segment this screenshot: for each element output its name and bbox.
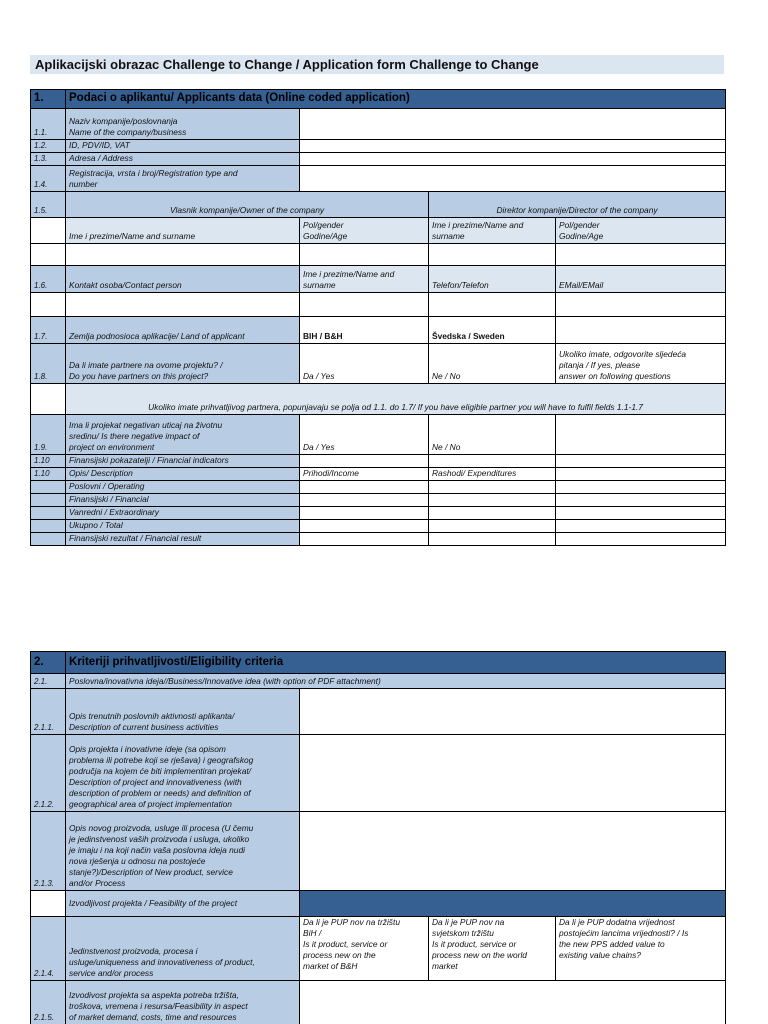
row-label: Kontakt osoba/Contact person xyxy=(66,266,300,293)
row-label: Izvodivost projekta sa aspekta potreba tržišta, troškova, vremena i resursa/Feasibility in aspect of market demand, costs, time and resources xyxy=(66,981,300,1024)
current-activities-field[interactable] xyxy=(300,689,726,735)
expenditure-field[interactable] xyxy=(429,507,556,520)
owner-name-label: Ime i prezime/Name and surname xyxy=(66,218,300,244)
row-2-1-3 xyxy=(31,812,726,891)
director-name-field[interactable] xyxy=(429,244,556,266)
row-2-1-4 xyxy=(31,917,726,981)
row-label: Opis trenutnih poslovnih aktivnosti aplikanta/ Description of current business activities xyxy=(66,689,300,735)
row-1-8 xyxy=(31,344,726,384)
row-2-1-1 xyxy=(31,689,726,735)
id-vat-field[interactable] xyxy=(300,140,726,153)
impact-no-option[interactable]: Ne / No xyxy=(429,415,556,455)
row-number: 1.9. xyxy=(31,415,66,455)
owner-label: Vlasnik kompanije/Owner of the company xyxy=(66,192,429,218)
expenditure-field[interactable] xyxy=(429,494,556,507)
expenditures-label: Rashodi/ Expenditures xyxy=(429,468,556,481)
section1-header xyxy=(31,90,726,109)
section2-header xyxy=(31,652,726,674)
owner-gender-field[interactable] xyxy=(300,244,429,266)
row-number: 1.5. xyxy=(31,192,66,218)
row-1-10-b xyxy=(31,468,726,481)
fin-row-financial xyxy=(31,494,726,507)
row-label: Ukupno / Total xyxy=(66,520,300,533)
row-number: 2.1.2. xyxy=(31,735,66,812)
sweden-option[interactable]: Švedska / Sweden xyxy=(429,317,556,344)
expenditure-field[interactable] xyxy=(429,520,556,533)
row-number: 1.8. xyxy=(31,344,66,384)
income-field[interactable] xyxy=(300,481,429,494)
feasibility-row xyxy=(31,891,726,917)
phone-field[interactable] xyxy=(429,293,556,317)
expenditure-field[interactable] xyxy=(429,481,556,494)
row-label: Da li imate partnere na ovome projektu? / Do you have partners on this project? xyxy=(66,344,300,384)
row-label: Poslovna/inovativna ideja//Business/Innovative idea (with option of PDF attachment) xyxy=(66,674,726,689)
row-label: Jedinstvenost proizvoda, procesa i usluge/uniqueness and innovativeness of product, service and/or process xyxy=(66,917,300,981)
row-number: 1.1. xyxy=(31,109,66,140)
section-number: 1. xyxy=(31,90,66,109)
row-number: 1.4. xyxy=(31,166,66,192)
row-label: Zemlja podnosioca aplikacije/ Land of applicant xyxy=(66,317,300,344)
section-heading: Kriteriji prihvatljivosti/Eligibility criteria xyxy=(66,652,726,674)
row-label: Opis projekta i inovativne ideje (sa opisom problema ili potrebe koji se rješava) i geografskog područja na kojem će biti implementiran projekat/ Description of project and innovativeness (with description of problem or needs) and definition of geographical area of project implementation xyxy=(66,735,300,812)
director-gender-field[interactable] xyxy=(556,244,726,266)
income-label: Prihodi/Income xyxy=(300,468,429,481)
added-value-question: Da li je PUP dodatna vrijednost postojećim lancima vrijednosti? / Is the new PPS added value to existing value chains? xyxy=(556,917,726,981)
company-name-field[interactable] xyxy=(300,109,726,140)
row-2-1-5 xyxy=(31,981,726,1024)
impact-yes-option[interactable]: Da / Yes xyxy=(300,415,429,455)
row-number: 1.7. xyxy=(31,317,66,344)
eligible-partner-note-row xyxy=(31,384,726,415)
phone-label: Telefon/Telefon xyxy=(429,266,556,293)
row-label: Finansijski pokazatelji / Financial indicators xyxy=(66,455,300,468)
page-title: Aplikacijski obrazac Challenge to Change / Application form Challenge to Change xyxy=(30,55,724,74)
bih-option[interactable]: BIH / B&H xyxy=(300,317,429,344)
row-label: Finansijski rezultat / Financial result xyxy=(66,533,300,546)
project-description-field[interactable] xyxy=(300,735,726,812)
owner-name-field[interactable] xyxy=(66,244,300,266)
row-number: 2.1. xyxy=(31,674,66,689)
fin-row-extraordinary xyxy=(31,507,726,520)
row-number: 2.1.1. xyxy=(31,689,66,735)
income-field[interactable] xyxy=(300,494,429,507)
partners-no-option[interactable]: Ne / No xyxy=(429,344,556,384)
address-field[interactable] xyxy=(300,153,726,166)
row-2-1 xyxy=(31,674,726,689)
row-number: 1.10 xyxy=(31,455,66,468)
contact-input-row xyxy=(31,293,726,317)
director-gender-age-label: Pol/gender Godine/Age xyxy=(556,218,726,244)
row-number: 2.1.4. xyxy=(31,917,66,981)
row-1-5-sub xyxy=(31,218,726,244)
expenditure-field[interactable] xyxy=(429,533,556,546)
row-2-1-2 xyxy=(31,735,726,812)
new-world-market-question: Da li je PUP nov na svjetskom tržištu Is it product, service or process new on the world market xyxy=(429,917,556,981)
new-bih-market-question: Da li je PUP nov na tržištu BiH / Is it product, service or process new on the market of B&H xyxy=(300,917,429,981)
partners-yes-option[interactable]: Da / Yes xyxy=(300,344,429,384)
contact-name-field[interactable] xyxy=(300,293,429,317)
row-1-6 xyxy=(31,266,726,293)
row-1-4 xyxy=(31,166,726,192)
row-1-9 xyxy=(31,415,726,455)
row-label: Naziv kompanije/poslovnanja Name of the company/business xyxy=(66,109,300,140)
income-field[interactable] xyxy=(300,520,429,533)
row-label: Vanredni / Extraordinary xyxy=(66,507,300,520)
feasibility-field[interactable] xyxy=(300,981,726,1024)
fin-row-result xyxy=(31,533,726,546)
contact-field[interactable] xyxy=(66,293,300,317)
owner-gender-age-label: Pol/gender Godine/Age xyxy=(300,218,429,244)
row-label: Registracija, vrsta i broj/Registration type and number xyxy=(66,166,300,192)
income-field[interactable] xyxy=(300,533,429,546)
row-label: Finansijski / Financial xyxy=(66,494,300,507)
row-label: Ima li projekat negativan uticaj na životnu sredinu/ Is there negative impact of project on environment xyxy=(66,415,300,455)
row-label: Opis/ Description xyxy=(66,468,300,481)
director-name-label: Ime i prezime/Name and surname xyxy=(429,218,556,244)
eligible-partner-note: Ukoliko imate prihvatljivog partnera, popunjavaju se polja od 1.1. do 1.7/ If you have eligible partner you will have to fulfil fields 1.1-1.7 xyxy=(66,384,726,415)
owner-director-input-row xyxy=(31,244,726,266)
eligibility-criteria-table xyxy=(30,651,726,1024)
section-heading: Podaci o aplikantu/ Applicants data (Online coded application) xyxy=(66,90,726,109)
row-1-1 xyxy=(31,109,726,140)
income-field[interactable] xyxy=(300,507,429,520)
row-label: Adresa / Address xyxy=(66,153,300,166)
row-1-3 xyxy=(31,153,726,166)
director-label: Direktor kompanije/Director of the company xyxy=(429,192,726,218)
row-1-10-a xyxy=(31,455,726,468)
new-product-field[interactable] xyxy=(300,812,726,891)
feasibility-heading: Izvodljivost projekta / Feasibility of the project xyxy=(66,891,300,917)
partners-note: Ukoliko imate, odgovorite sljedeća pitanja / If yes, please answer on following questions xyxy=(556,344,726,384)
registration-field[interactable] xyxy=(300,166,726,192)
email-label: EMail/EMail xyxy=(556,266,726,293)
row-label: ID, PDV/ID, VAT xyxy=(66,140,300,153)
row-number: 1.2. xyxy=(31,140,66,153)
contact-name-label: Ime i prezime/Name and surname xyxy=(300,266,429,293)
fin-row-total xyxy=(31,520,726,533)
row-label: Poslovni / Operating xyxy=(66,481,300,494)
row-1-7 xyxy=(31,317,726,344)
email-field[interactable] xyxy=(556,293,726,317)
row-number: 1.3. xyxy=(31,153,66,166)
fin-row-operating xyxy=(31,481,726,494)
row-label: Opis novog proizvoda, usluge ili procesa (U čemu je jedinstvenost vaših proizvoda i usluga, ukoliko je imaju i na koji način vaša poslovna ideja nudi nova rješenja u odnosu na postojeće stanje?)/Description of New product, service and/or Process xyxy=(66,812,300,891)
row-number: 2.1.3. xyxy=(31,812,66,891)
applicant-data-table xyxy=(30,89,726,546)
row-1-2 xyxy=(31,140,726,153)
row-number: 2.1.5. xyxy=(31,981,66,1024)
row-number: 1.6. xyxy=(31,266,66,293)
row-1-5 xyxy=(31,192,726,218)
row-number: 1.10 xyxy=(31,468,66,481)
section-number: 2. xyxy=(31,652,66,674)
